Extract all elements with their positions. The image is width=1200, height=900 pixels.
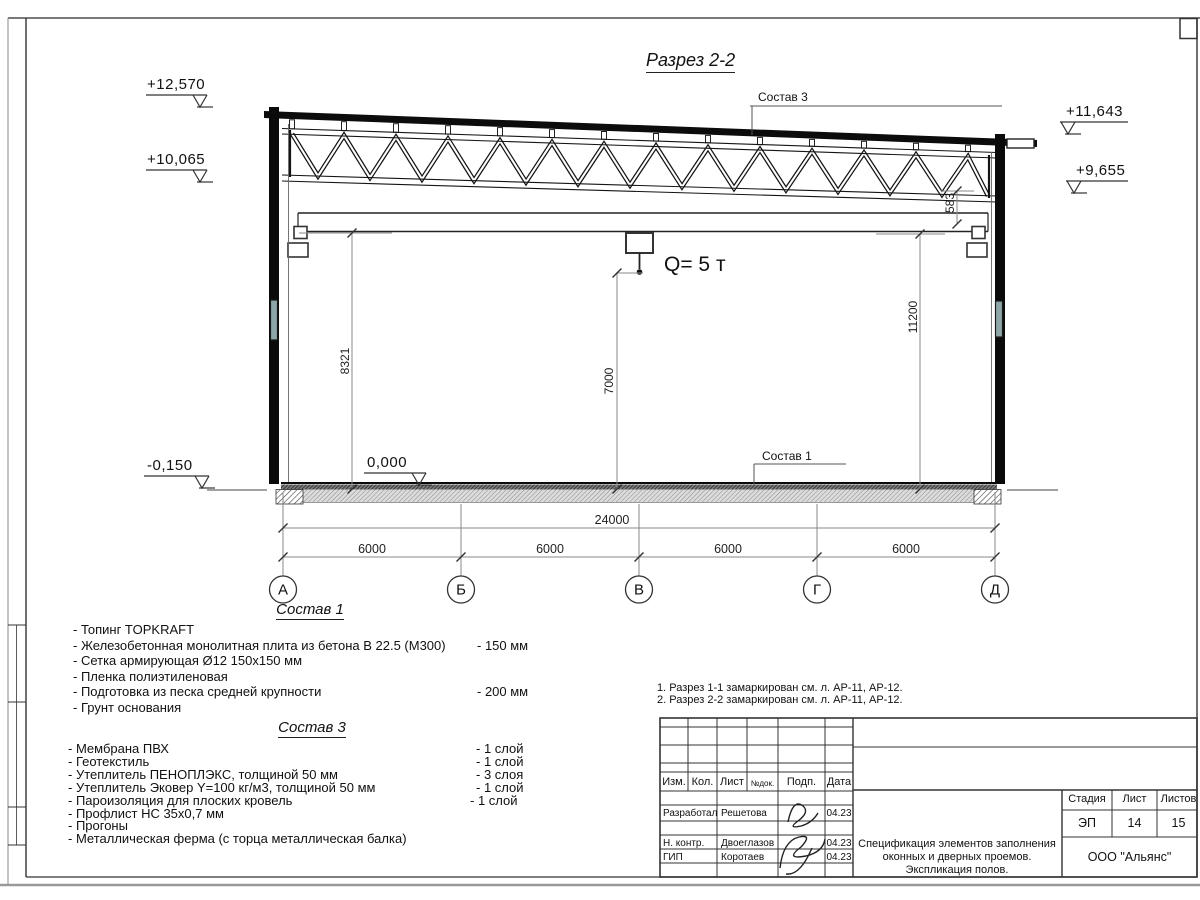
elevation-marks [144, 95, 1128, 488]
column-left [269, 107, 279, 484]
list-item: - Мембрана ПВХ [68, 741, 169, 756]
tb-sheets-value: 15 [1171, 816, 1186, 830]
window-left [271, 300, 278, 340]
list-item: - Прогоны [68, 818, 128, 834]
footing-right [974, 490, 1001, 505]
tb-col-podp: Подп. [786, 776, 817, 788]
tb-stage-label: Стадия [1068, 793, 1106, 805]
elevation-mark-right-mid [1066, 181, 1128, 193]
signatures [780, 804, 825, 874]
note-line: 2. Разрез 2-2 замаркирован см. л. АР-11, АР-12. [657, 694, 903, 706]
roof-end-cap [1007, 139, 1034, 148]
roof [264, 111, 1037, 148]
note-line: 1. Разрез 1-1 замаркирован см. л. АР-11, АР-12. [657, 682, 903, 694]
dim-span-1: 6000 [358, 542, 386, 556]
list-item: - Профлист НС 35x0,7 мм [68, 805, 224, 821]
list-item: - Грунт основания [73, 700, 182, 715]
axis-label-b: Б [456, 581, 466, 599]
elevation-floor: 0,000 [367, 454, 408, 471]
tb-row-role: Разработал [663, 808, 718, 819]
list-item: - Геотекстиль [68, 753, 150, 769]
crane-capacity-label: Q= 5 т [664, 253, 726, 276]
list-item: - Утеплитель Эковер Y=100 кг/м3, толщиной 50 мм [68, 779, 376, 795]
list-item-value: - 150 мм [477, 637, 529, 653]
list-item: - Подготовка из песка средней крупности [73, 684, 322, 700]
list-item: - Сетка армирующая Ø12 150x150 мм [73, 653, 303, 669]
tb-row-name: Двоеглазов [721, 838, 775, 849]
dim-total: 24000 [594, 513, 630, 527]
sostav1-title: Состав 1 [276, 601, 344, 618]
tb-row-name: Коротаев [721, 852, 765, 863]
section-title: Разрез 2-2 [646, 50, 735, 73]
dim-height-left: 8321 [338, 347, 352, 375]
elevation-right-top: +11,643 [1066, 103, 1124, 120]
dim-span-2: 6000 [536, 542, 564, 556]
tb-row-date: 04.23 [826, 838, 852, 849]
tb-row-date: 04.23 [826, 808, 852, 819]
tb-col-list: Лист [720, 776, 744, 788]
dim-height-center: 7000 [602, 367, 616, 395]
list-item: - Пароизоляция для плоских кровель [68, 792, 293, 808]
elevation-ground: -0,150 [147, 457, 193, 474]
elevation-left-top: +12,570 [147, 76, 206, 93]
tb-row-role: ГИП [663, 852, 683, 863]
list-item-value: - 1 слой [476, 741, 524, 756]
callout-floor-label: Состав 1 [762, 449, 812, 463]
window-right [996, 301, 1003, 337]
tb-sheets-label: Листов [1160, 793, 1197, 805]
list-item-value: - 1 слой [476, 779, 524, 795]
axis-label-d: Д [989, 581, 1001, 599]
footing-left [276, 490, 303, 505]
axis-label-v: В [633, 581, 645, 599]
elevation-mark-left-mid [146, 170, 213, 182]
list-item-value: - 1 слой [470, 792, 518, 808]
axis-label-a: А [277, 581, 289, 599]
tb-col-izm: Изм. [662, 776, 686, 788]
tb-col-data: Дата [826, 776, 852, 788]
axis-label-g: Г [812, 581, 822, 599]
dim-span-3: 6000 [714, 542, 742, 556]
corner-sheet-box [1180, 19, 1197, 39]
callout-top-label: Состав 3 [758, 90, 808, 104]
list-item: - Пленка полиэтиленовая [73, 668, 228, 684]
tb-sheet-label: Лист [1122, 793, 1147, 805]
list-item-value: - 1 слой [476, 753, 524, 769]
sostav3-title: Состав 3 [278, 719, 346, 736]
dim-truss-gap: 583 [943, 192, 957, 214]
tb-row-date: 04.23 [826, 852, 852, 863]
elevation-right-mid: +9,655 [1076, 162, 1126, 179]
list-item-value: - 3 слоя [476, 766, 524, 782]
left-margin-table [8, 625, 26, 845]
crane-hoist [626, 233, 653, 275]
elevation-mark-right-top [1060, 122, 1128, 134]
list-item: - Железобетонная монолитная плита из бетона В 22.5 (М300) [73, 637, 446, 653]
elevation-mark-left-top [146, 95, 213, 107]
tb-row-name: Решетова [721, 808, 767, 819]
dim-height-right: 11200 [906, 300, 920, 334]
tb-col-ndok: №док. [750, 779, 775, 788]
crane-hook-icon [637, 269, 643, 275]
elevation-left-mid: +10,065 [147, 151, 206, 168]
crane-beam [298, 213, 988, 232]
floor-slab [207, 483, 1058, 504]
tb-doc-title: Спецификация элементов заполнения оконных и дверных проемов. Экспликация полов. [858, 838, 1056, 876]
tb-company: ООО "Альянс" [1087, 850, 1172, 864]
list-item-value: - 200 мм [477, 684, 529, 700]
tb-col-kol: Кол. [691, 776, 714, 788]
list-item: - Утеплитель ПЕНОПЛЭКС, толщиной 50 мм [68, 766, 338, 782]
list-item: - Топинг TOPKRAFT [73, 622, 195, 637]
tb-stage-value: ЭП [1078, 816, 1096, 830]
dim-span-4: 6000 [892, 542, 920, 556]
tb-sheet-value: 14 [1127, 816, 1142, 830]
elevation-mark-ground [144, 476, 215, 488]
tb-row-role: Н. контр. [663, 838, 705, 849]
list-item: - Металлическая ферма (с торца металлическая балка) [68, 831, 407, 847]
